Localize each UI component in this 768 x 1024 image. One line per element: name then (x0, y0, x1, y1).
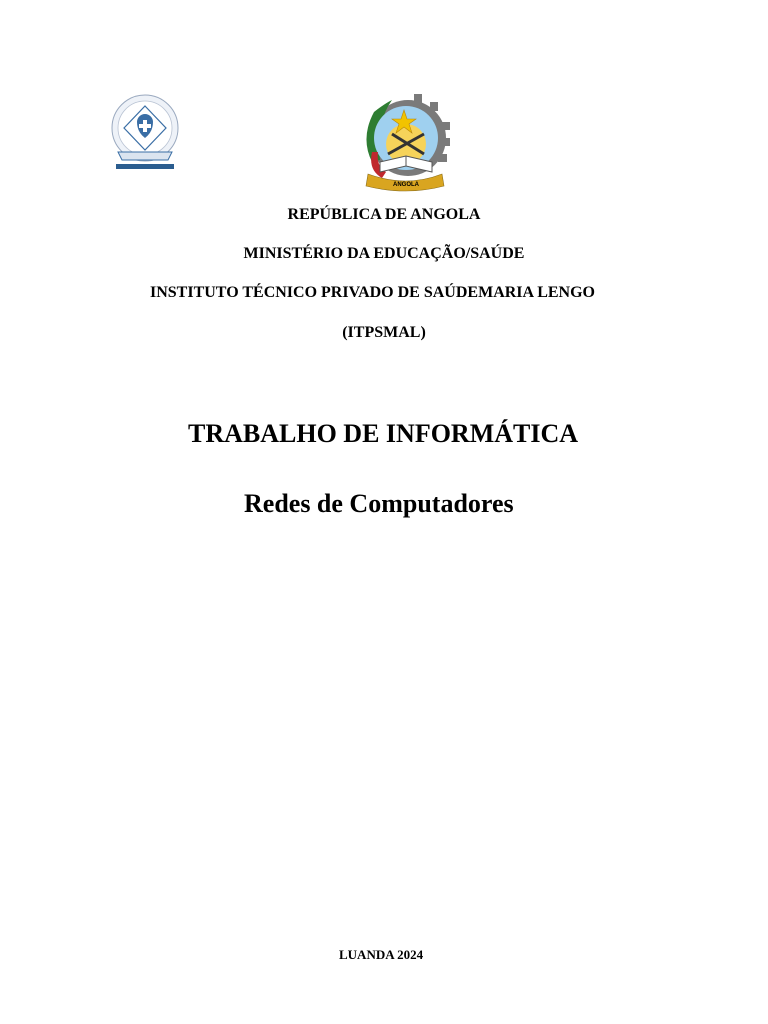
place-date-footer: LUANDA 2024 (339, 947, 424, 962)
country-heading: REPÚBLICA DE ANGOLA (287, 206, 481, 223)
institute-acronym: (ITPSMAL) (342, 324, 426, 341)
emblem-banner-text: ANGOLA (393, 182, 419, 188)
institute-heading: INSTITUTO TÉCNICO PRIVADO DE SAÚDEMARIA LENGO (150, 284, 595, 301)
document-subtitle: Redes de Computadores (244, 489, 514, 518)
school-seal-logo (104, 94, 186, 172)
angola-coat-of-arms (358, 92, 452, 192)
document-title: TRABALHO DE INFORMÁTICA (188, 419, 579, 448)
ministry-heading: MINISTÉRIO DA EDUCAÇÃO/SAÚDE (243, 245, 525, 262)
